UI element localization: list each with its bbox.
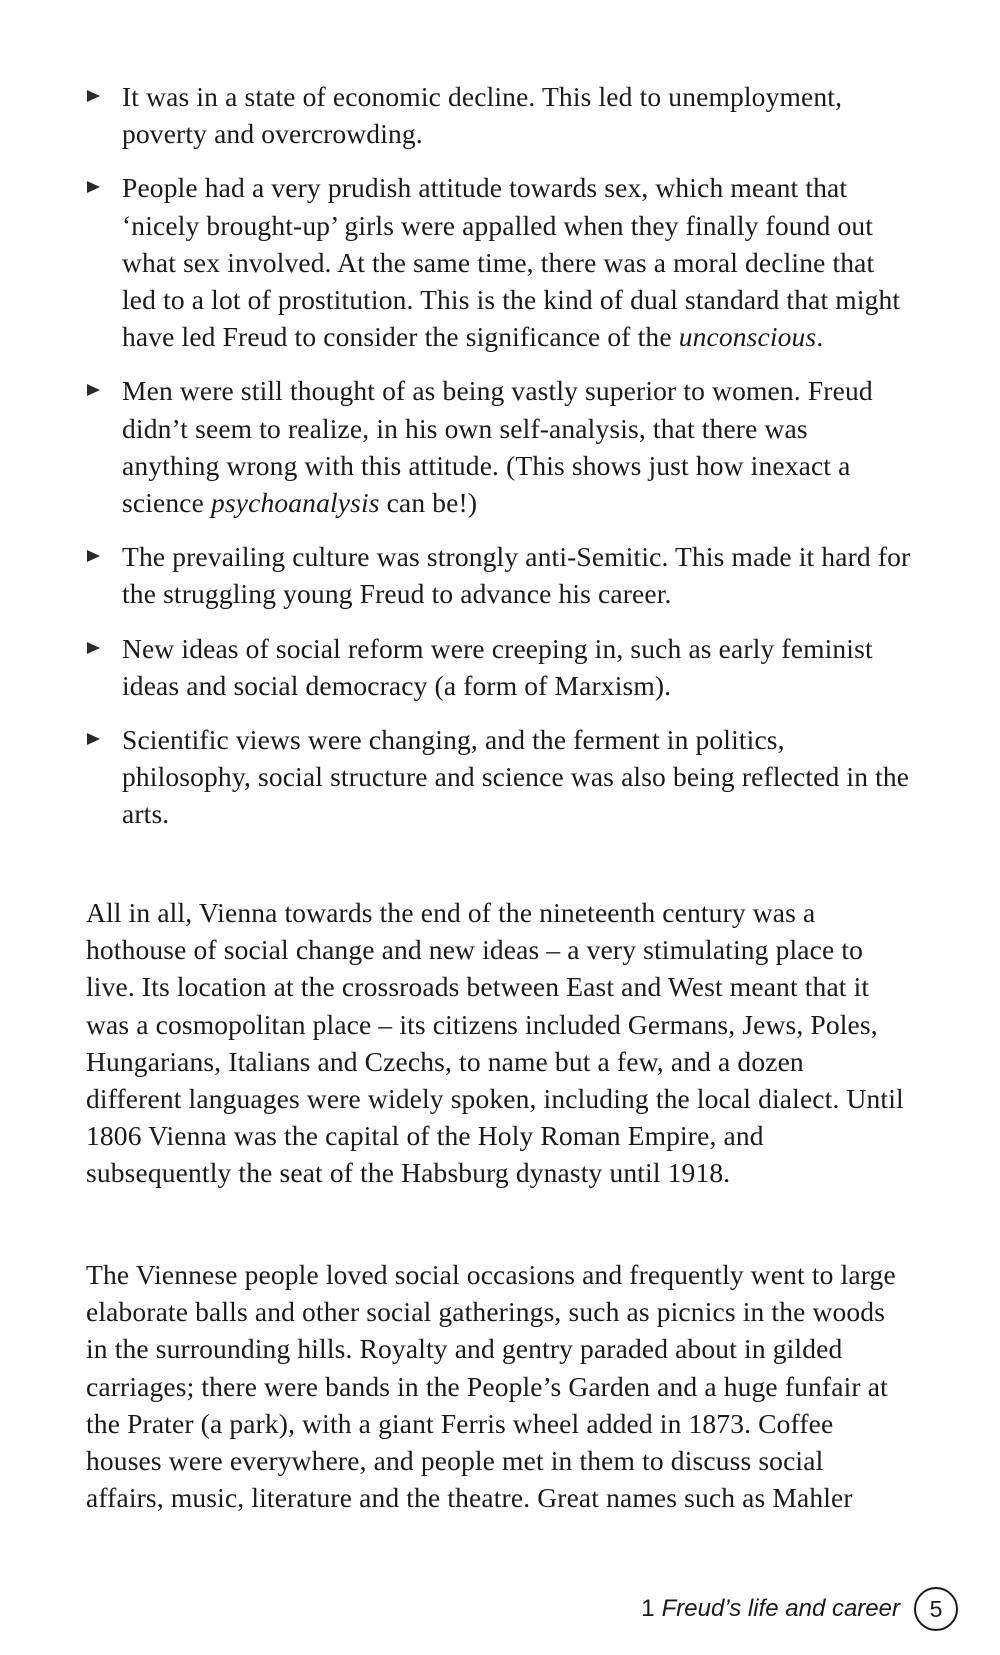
page-number-badge: 5 xyxy=(914,1587,958,1631)
bullet-text: Men were still thought of as being vastly superior to women. Freud didn’t seem to realize, in his own self-analysis, that there was anything wrong with this attitude. (This shows just how inexact a science xyxy=(122,375,873,519)
body-paragraph: All in all, Vienna towards the end of the nineteenth century was a hothouse of social change and new ideas – a very stimulating place to live. Its location at the crossroads between East and West meant that it was a cosmopolitan place – its citizens included Germans, Jews, Poles, Hungarians, Italians and Czechs, to name but a few, and a dozen different languages were widely spoken, including the local dialect. Until 1806 Vienna was the capital of the Holy Roman Empire, and subsequently the seat of the Habsburg dynasty until 1918. xyxy=(86,897,904,1189)
arrow-bullet-icon xyxy=(87,384,100,396)
bullet-item xyxy=(82,169,912,355)
bullet-text: People had a very prudish attitude towards sex, which meant that ‘nicely brought-up’ girls were appalled when they finally found out what sex involved. At the same time, there was a moral decline that led to a lot of prostitution. This is the kind of dual standard that might have led Freud to consider the significance of the xyxy=(122,172,901,353)
bullet-list xyxy=(82,78,912,850)
bullet-italic-term: unconscious xyxy=(678,321,817,353)
bullet-item xyxy=(82,372,912,521)
chapter-number: 1 xyxy=(641,1595,655,1622)
bullet-item xyxy=(82,630,912,704)
arrow-bullet-icon xyxy=(87,550,100,562)
arrow-bullet-icon xyxy=(87,642,100,654)
arrow-bullet-icon xyxy=(87,181,100,193)
bullet-item xyxy=(82,721,912,833)
bullet-text: New ideas of social reform were creeping in, such as early feminist ideas and social democracy (a form of Marxism). xyxy=(122,632,873,701)
bullet-italic-term: psychoanalysis xyxy=(211,487,380,519)
body-paragraph: The Viennese people loved social occasions and frequently went to large elaborate balls and other social gatherings, such as picnics in the woods in the surrounding hills. Royalty and gentry paraded about in gilded carriages; there were bands in the People’s Garden and a huge funfair at the Prater (a park), with a giant Ferris wheel added in 1873. Coffee houses were everywhere, and people met in them to discuss social affairs, music, literature and the theatre. Great names such as Mahler xyxy=(86,1259,896,1514)
arrow-bullet-icon xyxy=(87,90,100,102)
bullet-text: . xyxy=(816,321,824,353)
bullet-item xyxy=(82,78,912,152)
bullet-item xyxy=(82,538,912,612)
arrow-bullet-icon xyxy=(87,733,100,745)
bullet-text: The prevailing culture was strongly anti-Semitic. This made it hard for the struggling young Freud to advance his career. xyxy=(122,541,911,610)
bullet-text: can be!) xyxy=(379,487,478,519)
bullet-text: Scientific views were changing, and the ferment in politics, philosophy, social structure and science was also being reflected in the arts. xyxy=(122,724,910,830)
chapter-title: Freud’s life and career xyxy=(661,1595,900,1622)
bullet-text: It was in a state of economic decline. This led to unemployment, poverty and overcrowding. xyxy=(122,81,843,150)
page-footer xyxy=(641,1587,958,1631)
